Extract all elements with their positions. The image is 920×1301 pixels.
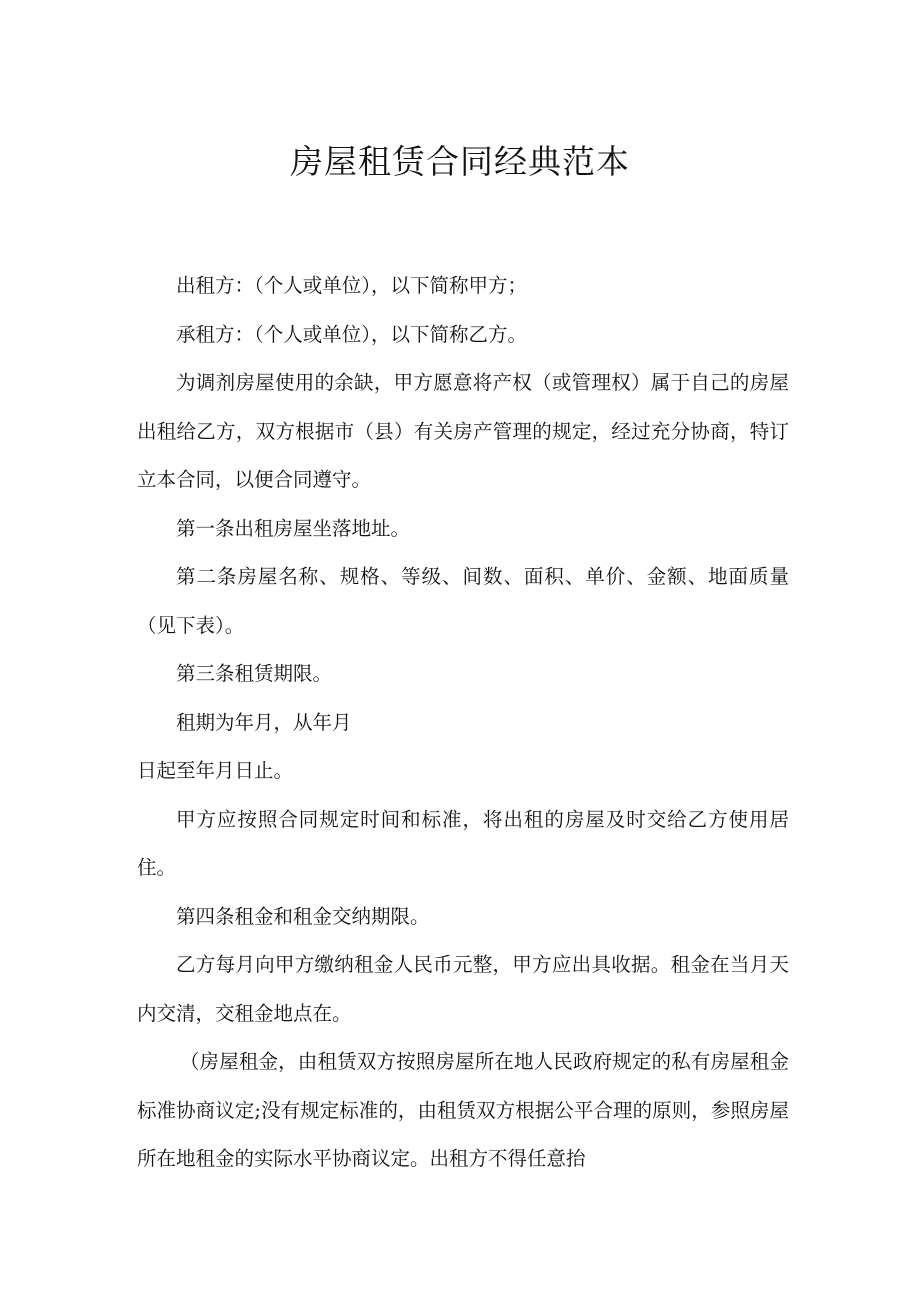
rent-standard-paragraph: （房屋租金，由租赁双方按照房屋所在地人民政府规定的私有房屋租金标准协商议定;没有规定标准的，由租赁双方根据公平合理的原则，参照房屋所在地租金的实际水平协商议定。出租方不得任意抬 — [137, 1050, 789, 1170]
lessee-line: 承租方：（个人或单位），以下简称乙方。 — [176, 322, 528, 346]
handover-paragraph: 甲方应按照合同规定时间和标准，将出租的房屋及时交给乙方使用居住。 — [137, 807, 789, 879]
article-4-heading: 第四条租金和租金交纳期限。 — [176, 904, 430, 928]
article-2-paragraph: 第二条房屋名称、规格、等级、间数、面积、单价、金额、地面质量（见下表）。 — [137, 565, 789, 637]
document-title: 房屋租赁合同经典范本 — [290, 142, 630, 181]
lease-term-line-2: 日起至年月日止。 — [137, 759, 294, 782]
lessor-line: 出租方：（个人或单位），以下简称甲方； — [176, 274, 528, 297]
lease-term-line-1: 租期为年月，从年月 — [176, 710, 352, 734]
document-body — [137, 262, 789, 1184]
article-3-heading: 第三条租赁期限。 — [176, 662, 333, 685]
preamble-paragraph: 为调剂房屋使用的余缺，甲方愿意将产权（或管理权）属于自己的房屋出租给乙方，双方根据市（县）有关房产管理的规定，经过充分协商，特订立本合同，以便合同遵守。 — [137, 371, 789, 491]
rent-payment-paragraph: 乙方每月向甲方缴纳租金人民币元整，甲方应出具收据。租金在当月天内交清，交租金地点在。 — [137, 953, 789, 1025]
article-1-heading: 第一条出租房屋坐落地址。 — [176, 516, 411, 540]
